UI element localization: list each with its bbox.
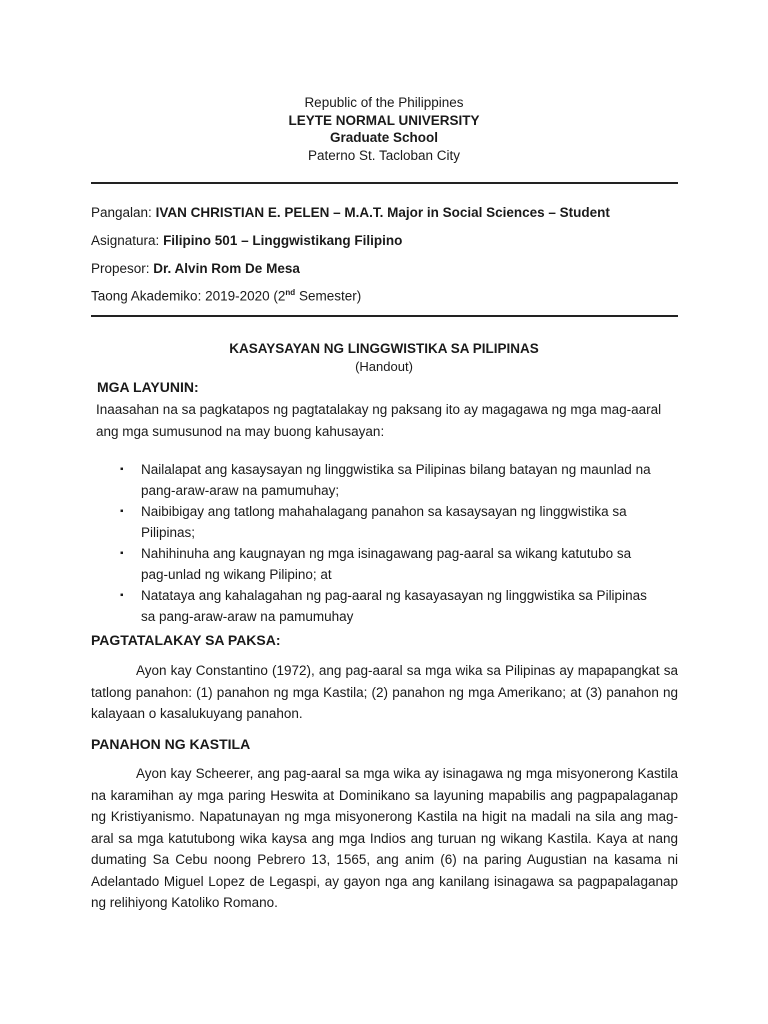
discussion-paragraph: Ayon kay Constantino (1972), ang pag-aaral sa mga wika sa Pilipinas ay mapapangkat sa tatlong panahon: (1) panahon ng mga Kastila; (2) panahon ng mga Amerikano; at (3) panahon ng kalayaan o kasalukuyang panahon.: [91, 663, 678, 721]
address-line: Paterno St. Tacloban City: [307, 147, 461, 163]
list-item: [91, 459, 651, 501]
republic-line: Republic of the Philippines: [304, 95, 464, 110]
objectives-heading: MGA LAYUNIN:: [97, 379, 199, 395]
list-item-text: Nahihinuha ang kaugnayan ng mga isinagawang pag-aaral sa wikang katutubo sa pag-unlad ng wikang Pilipino; at: [141, 546, 632, 582]
list-item: [91, 585, 651, 627]
year-value: 2019-2020 (2: [205, 288, 286, 304]
list-item: [91, 543, 651, 585]
year-label: Taong Akademiko:: [91, 288, 202, 304]
year-superscript: nd: [285, 288, 296, 297]
list-item-text: Nailalapat ang kasaysayan ng linggwistika sa Pilipinas bilang batayan ng maunlad na pang-araw-araw na pamumuhay;: [141, 462, 651, 498]
school-name: Graduate School: [329, 130, 439, 145]
bullet-icon: ▪: [120, 590, 124, 601]
handout-title: KASAYSAYAN NG LINGGWISTIKA SA PILIPINAS: [229, 341, 539, 356]
subject-label: Asignatura:: [91, 233, 160, 248]
top-divider: [91, 182, 678, 184]
bottom-divider: [91, 315, 678, 317]
professor-value: Dr. Alvin Rom De Mesa: [153, 261, 300, 276]
objectives-intro: Inaasahan na sa pagkatapos ng pagtatalakay ng paksang ito ay magagawa ng mga mag-aaral ang mga sumusunod na may buong kahusayan:: [96, 402, 662, 439]
name-value: IVAN CHRISTIAN E. PELEN – M.A.T. Major in Social Sciences – Student: [155, 205, 610, 220]
letterhead: [0, 94, 768, 164]
subject-row: [91, 233, 402, 248]
list-item-text: Naibibigay ang tatlong mahahalagang panahon sa kasaysayan ng linggwistika sa Pilipinas;: [141, 504, 627, 540]
handout-subtitle: (Handout): [355, 359, 413, 374]
bullet-icon: ▪: [120, 506, 124, 517]
subject-value: Filipino 501 – Linggwistikang Filipino: [163, 233, 403, 248]
professor-label: Propesor:: [91, 261, 150, 276]
objectives-list: [91, 459, 651, 627]
bullet-icon: ▪: [120, 548, 124, 559]
academic-year-row: [91, 288, 361, 304]
list-item-text: Natataya ang kahalagahan ng pag-aaral ng kasayasayan ng linggwistika sa Pilipinas sa pang-araw-araw na pamumuhay: [141, 588, 647, 624]
list-item: [91, 501, 651, 543]
spanish-period-paragraph: Ayon kay Scheerer, ang pag-aaral sa mga wika ay isinagawa ng mga misyonerong Kastila na karamihan ay mga paring Heswita at Dominikano sa layuning mapabilis ang pagpapalaganap ng Kristiyanismo. Napatunayan ng mga misyonerong Kastila na higit na madali na sila ang mag-aral sa mga katutubong wika kaysa ang mga Indios ang turuan ng wikang Kastila. Kaya at nang dumating Sa Cebu noong Pebrero 13, 1565, ang anim (6) na paring Augustian na kasama ni Adelantado Miguel Lopez de Legaspi, ay gayon nga ang kanilang isinagawa sa pagpapalaganap ng relihiyong Katoliko Romano.: [91, 766, 678, 910]
discussion-heading: PAGTATALAKAY SA PAKSA:: [91, 632, 281, 648]
name-label: Pangalan:: [91, 205, 152, 220]
bullet-icon: ▪: [120, 464, 124, 475]
university-name: LEYTE NORMAL UNIVERSITY: [288, 112, 480, 128]
professor-row: [91, 261, 300, 276]
spanish-period-heading: PANAHON NG KASTILA: [91, 736, 251, 752]
year-suffix: Semester): [295, 288, 362, 304]
name-row: [91, 205, 610, 220]
